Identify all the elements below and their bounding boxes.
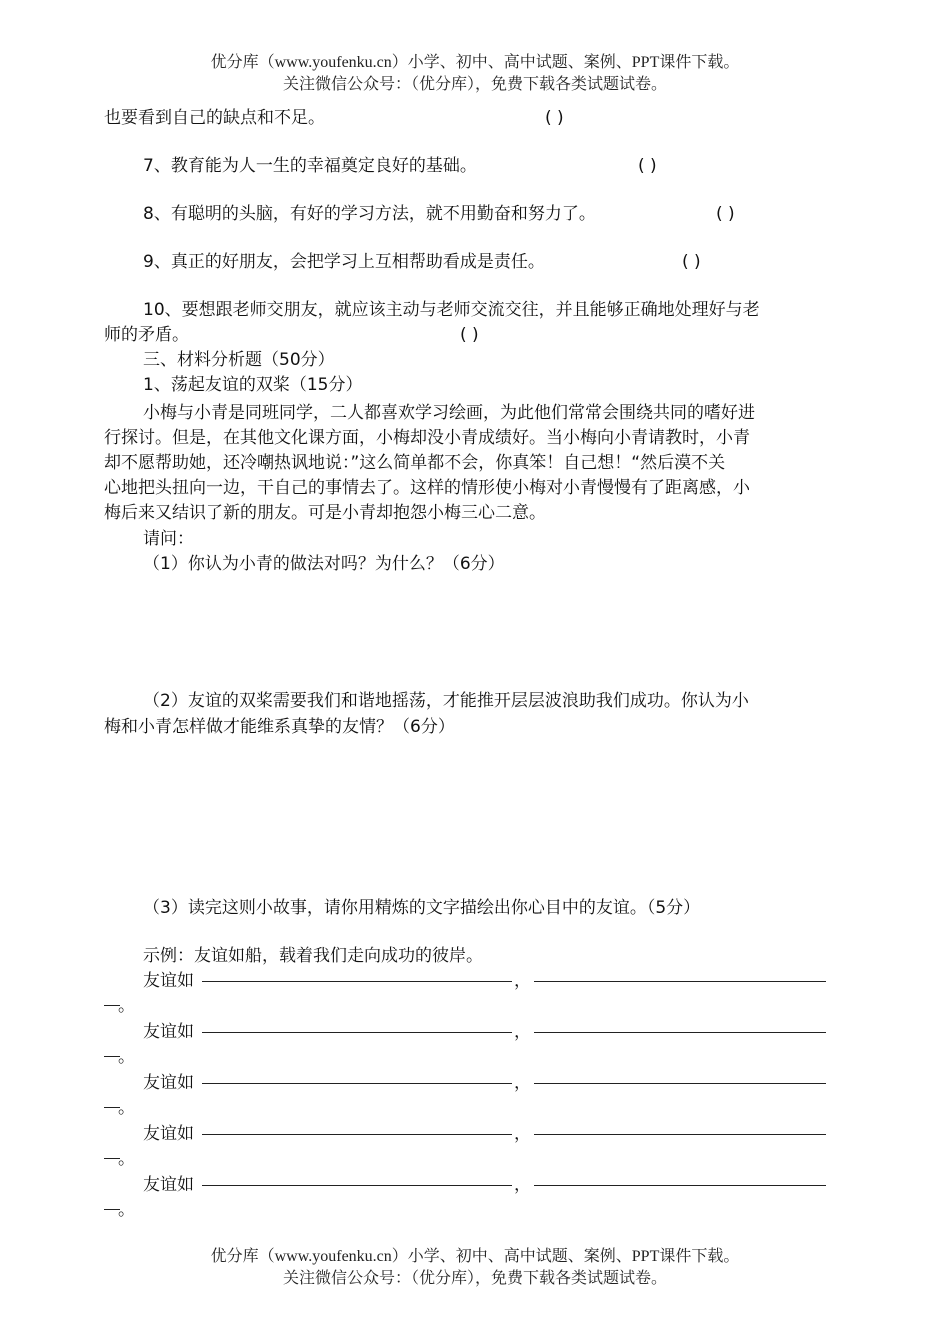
fill-prefix: 友谊如 xyxy=(143,1124,194,1144)
fill-end: 。 xyxy=(118,1047,135,1067)
story-line-4: 心地把头扭向一边，干自己的事情去了。这样的情形使小梅对小青慢慢有了距离感，小 xyxy=(104,478,750,498)
sub-question-2-line-2: 梅和小青怎样做才能维系真挚的友情？（6分） xyxy=(104,717,455,737)
ask-label: 请问： xyxy=(143,529,194,549)
item-8: 8、有聪明的头脑，有好的学习方法，就不用勤奋和努力了。 xyxy=(143,204,596,224)
answer-paren-8: ( ) xyxy=(716,204,735,224)
footer-line-1: 优分库（www.youfenku.cn）小学、初中、高中试题、案例、PPT课件下载。 xyxy=(210,1248,740,1265)
sub-question-1: （1）你认为小青的做法对吗？为什么？（6分） xyxy=(143,554,505,574)
fill-blank-first[interactable] xyxy=(202,1032,512,1033)
fill-prefix: 友谊如 xyxy=(143,1073,194,1093)
fill-end: 。 xyxy=(118,1098,135,1118)
answer-paren-6: ( ) xyxy=(545,108,564,128)
story-line-5: 梅后来又结识了新的朋友。可是小青却抱怨小梅三心二意。 xyxy=(104,503,546,523)
sub-question-2-line-1: （2）友谊的双桨需要我们和谐地摇荡，才能推开层层波浪助我们成功。你认为小 xyxy=(143,691,749,711)
section-3-title: 三、材料分析题（50分） xyxy=(143,350,335,370)
sub-question-3: （3）读完这则小故事，请你用精炼的文字描绘出你心目中的友谊。（5分） xyxy=(143,898,701,918)
fill-blank-first[interactable] xyxy=(202,981,512,982)
header-line-1: 优分库（www.youfenku.cn）小学、初中、高中试题、案例、PPT课件下载。 xyxy=(210,54,740,71)
fill-blank-first[interactable] xyxy=(202,1185,512,1186)
fill-prefix: 友谊如 xyxy=(143,1022,194,1042)
fill-blank-first[interactable] xyxy=(202,1134,512,1135)
footer-line-2: 关注微信公众号：（优分库），免费下载各类试题试卷。 xyxy=(282,1270,667,1287)
header-line-2: 关注微信公众号：（优分库），免费下载各类试题试卷。 xyxy=(282,76,667,93)
fill-prefix: 友谊如 xyxy=(143,971,194,991)
item-10-line-2: 师的矛盾。 xyxy=(104,325,189,345)
answer-paren-10: ( ) xyxy=(460,325,479,345)
fill-blank-first[interactable] xyxy=(202,1083,512,1084)
fill-end: 。 xyxy=(118,1200,135,1220)
example-line: 示例：友谊如船，载着我们走向成功的彼岸。 xyxy=(143,946,483,966)
fill-end: 。 xyxy=(118,1149,135,1169)
fill-comma: ， xyxy=(514,1175,531,1195)
item-6-tail: 也要看到自己的缺点和不足。 xyxy=(104,108,325,128)
item-10-line-1: 10、要想跟老师交朋友，就应该主动与老师交流交往，并且能够正确地处理好与老 xyxy=(143,300,760,320)
item-9: 9、真正的好朋友，会把学习上互相帮助看成是责任。 xyxy=(143,252,545,272)
fill-blank-second[interactable] xyxy=(534,1083,826,1084)
fill-comma: ， xyxy=(514,1022,531,1042)
fill-comma: ， xyxy=(514,1073,531,1093)
fill-end: 。 xyxy=(118,996,135,1016)
fill-blank-second[interactable] xyxy=(534,1032,826,1033)
question-1-title: 1、荡起友谊的双桨（15分） xyxy=(143,375,363,395)
story-line-1: 小梅与小青是同班同学，二人都喜欢学习绘画，为此他们常常会围绕共同的嗜好进 xyxy=(143,403,755,423)
story-line-2: 行探讨。但是，在其他文化课方面，小梅却没小青成绩好。当小梅向小青请教时，小青 xyxy=(104,428,750,448)
answer-paren-9: ( ) xyxy=(682,252,701,272)
fill-blank-second[interactable] xyxy=(534,1185,826,1186)
fill-comma: ， xyxy=(514,1124,531,1144)
item-7: 7、教育能为人一生的幸福奠定良好的基础。 xyxy=(143,156,477,176)
answer-paren-7: ( ) xyxy=(638,156,657,176)
fill-comma: ， xyxy=(514,971,531,991)
fill-prefix: 友谊如 xyxy=(143,1175,194,1195)
fill-blank-second[interactable] xyxy=(534,981,826,982)
fill-blank-second[interactable] xyxy=(534,1134,826,1135)
story-line-3: 却不愿帮助她，还冷嘲热讽地说：”这么简单都不会，你真笨！自己想！“然后漠不关 xyxy=(104,453,726,473)
